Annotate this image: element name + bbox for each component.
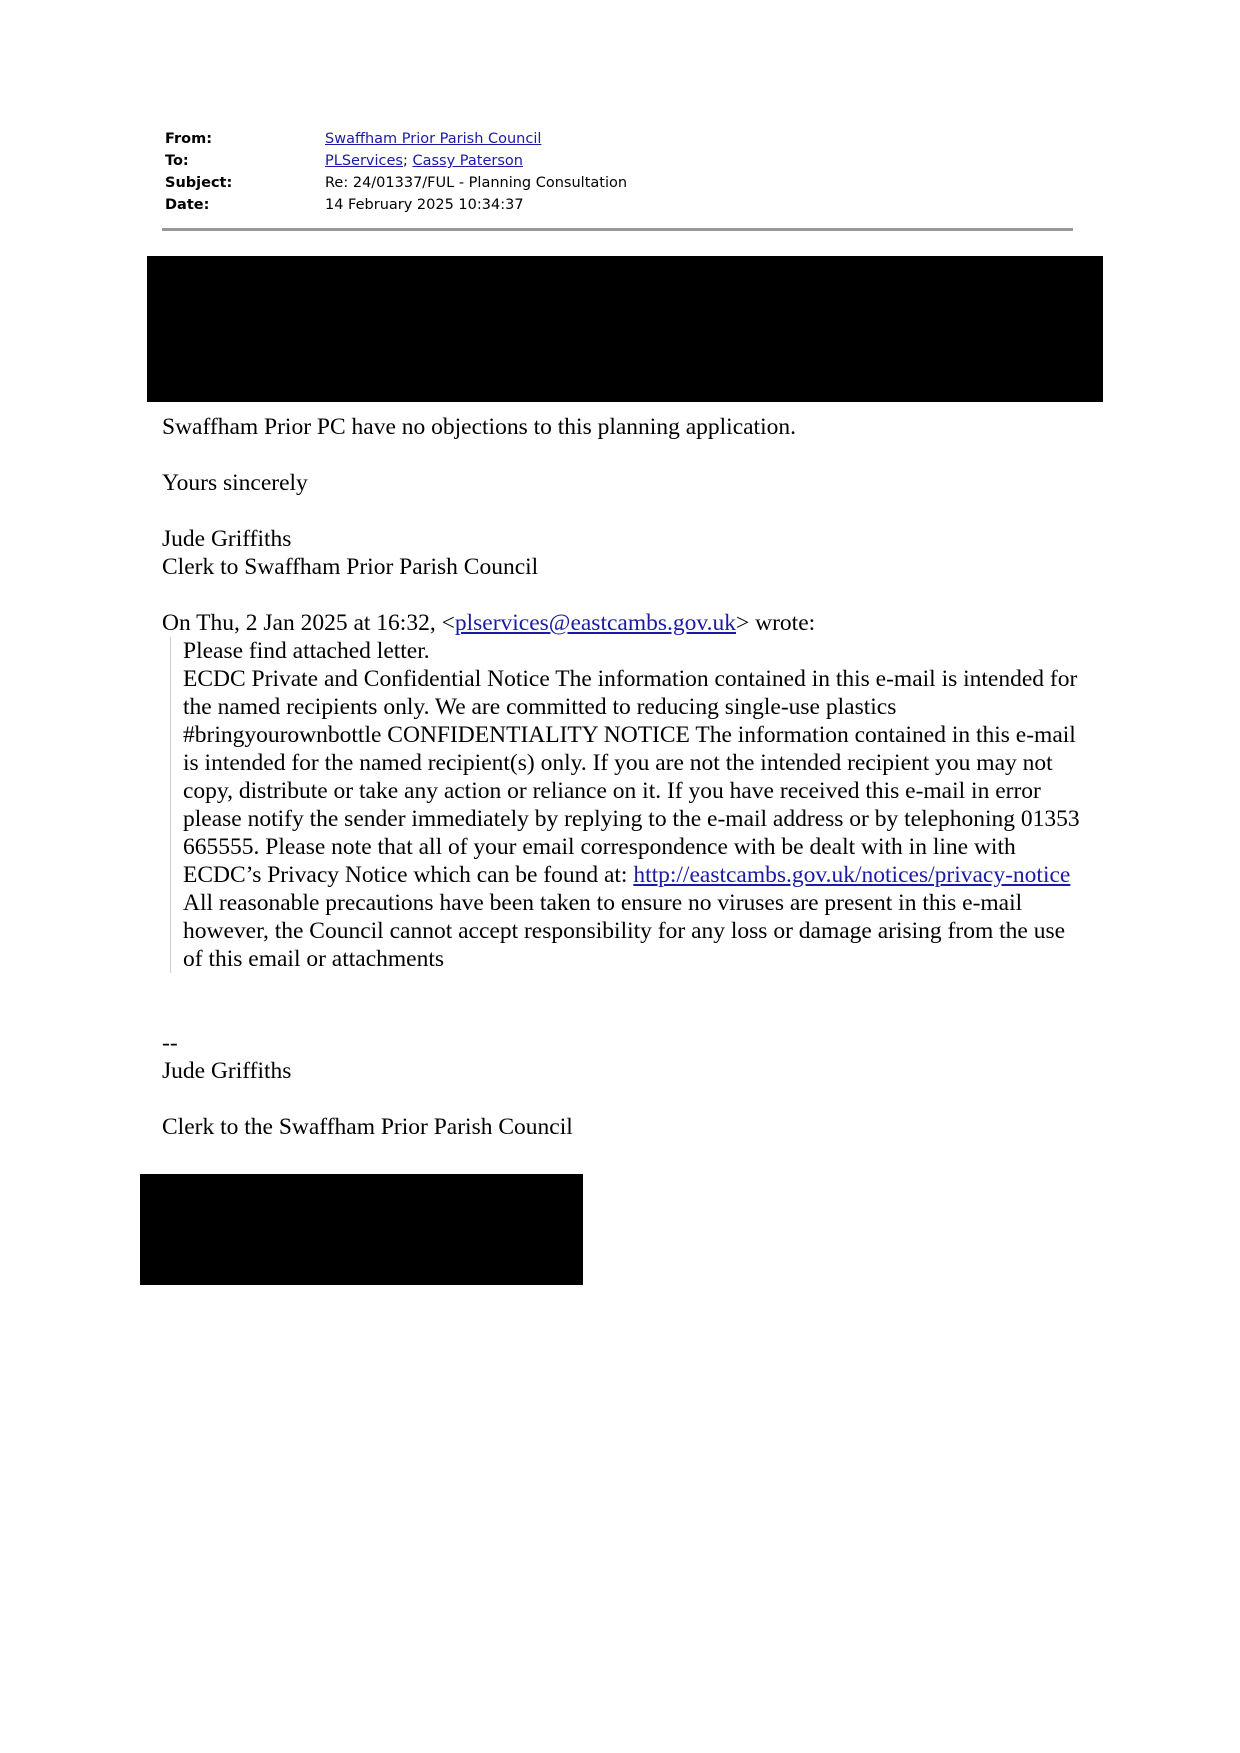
privacy-notice-link[interactable]: http://eastcambs.gov.uk/notices/privacy-notice — [633, 862, 1071, 888]
reply-intro — [162, 609, 1122, 637]
email-body — [162, 413, 1122, 1141]
quoted-line-1: Please find attached letter. — [183, 638, 430, 664]
signature-name: Jude Griffiths — [162, 526, 292, 552]
email-header — [165, 128, 627, 216]
redaction-block — [147, 256, 1103, 402]
to-row — [165, 150, 627, 172]
from-link[interactable]: Swaffham Prior Parish Council — [325, 131, 542, 147]
signature-dashes: -- — [162, 1030, 178, 1056]
body-statement: Swaffham Prior PC have no objections to this planning application. — [162, 414, 796, 440]
to-link-cassy-paterson[interactable]: Cassy Paterson — [412, 153, 523, 169]
from-label: From: — [165, 131, 212, 147]
date-label: Date: — [165, 197, 210, 213]
notice-text-before: ECDC Private and Confidential Notice The information contained in this e-mail is intended for the named recipients only. We are committed to reducing single-use plastics #bringyourownbottle CONFIDENTIALITY NOTICE The information contained in this e-mail is intended for the named recipient(s) only. If you are not the intended recipient you may not copy, distribute or take any action or reliance on it. If you have received this e-mail in error please notify the sender immediately by replying to the e-mail address or by telephoning 01353 665555. Please note that all of your email correspondence with be dealt with in line with ECDC’s Privacy Notice which can be found at: — [183, 666, 1080, 888]
from-row — [165, 128, 627, 150]
reply-intro-prefix: On Thu, 2 Jan 2025 at 16:32, < — [162, 610, 455, 636]
to-link-plservices[interactable]: PLServices — [325, 153, 403, 169]
subject-row — [165, 172, 627, 194]
notice-text-after: All reasonable precautions have been taken to ensure no viruses are present in this e-mail however, the Council cannot accept responsibility for any loss or damage arising from the use of this email or attachments — [183, 890, 1066, 972]
to-separator: ; — [402, 153, 413, 169]
subject-label: Subject: — [165, 175, 233, 191]
header-divider — [162, 228, 1073, 231]
redaction-block-signature — [140, 1174, 583, 1285]
quoted-message — [170, 637, 1083, 973]
footer-signature-name: Jude Griffiths — [162, 1058, 292, 1084]
to-label: To: — [165, 153, 189, 169]
confidentiality-notice — [183, 665, 1083, 973]
footer-signature-title: Clerk to the Swaffham Prior Parish Council — [162, 1114, 573, 1140]
signature-title: Clerk to Swaffham Prior Parish Council — [162, 554, 539, 580]
date-row — [165, 194, 627, 216]
closing-line: Yours sincerely — [162, 470, 308, 496]
date-value: 14 February 2025 10:34:37 — [325, 197, 524, 213]
subject-value: Re: 24/01337/FUL - Planning Consultation — [325, 175, 628, 191]
reply-email-link[interactable]: plservices@eastcambs.gov.uk — [454, 610, 736, 636]
reply-intro-suffix: > wrote: — [736, 610, 816, 636]
